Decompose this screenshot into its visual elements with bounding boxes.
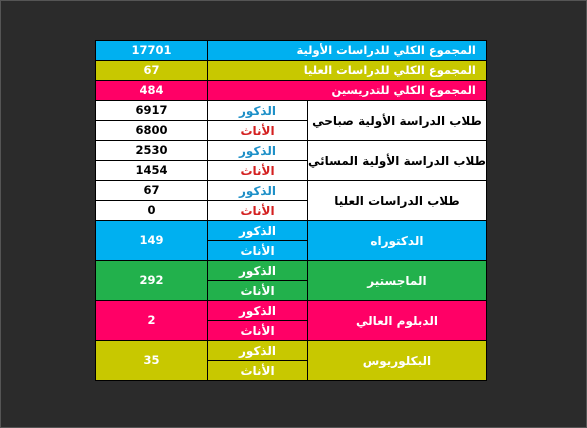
statistics-table	[95, 40, 487, 381]
male-label: الذكور	[208, 301, 308, 321]
morning-undergrad-female-value: 6800	[96, 121, 208, 141]
postgrad-label: طلاب الدراسات العليا	[308, 181, 487, 221]
male-label: الذكور	[208, 261, 308, 281]
male-label: الذكور	[208, 141, 308, 161]
evening-undergrad-male-row	[96, 141, 487, 161]
male-label: الذكور	[208, 221, 308, 241]
female-label: الأناث	[208, 361, 308, 381]
higher-diploma-label: الدبلوم العالي	[308, 301, 487, 341]
higher-diploma-value: 2	[96, 301, 208, 341]
total-postgraduate-row	[96, 61, 487, 81]
evening-undergrad-female-value: 1454	[96, 161, 208, 181]
doctorate-row	[96, 221, 487, 241]
total-undergraduate-value: 17701	[96, 41, 208, 61]
masters-label: الماجستير	[308, 261, 487, 301]
higher-diploma-row	[96, 301, 487, 321]
female-label: الأناث	[208, 121, 308, 141]
doctorate-value: 149	[96, 221, 208, 261]
male-label: الذكور	[208, 341, 308, 361]
female-label: الأناث	[208, 281, 308, 301]
male-label: الذكور	[208, 181, 308, 201]
postgrad-female-value: 0	[96, 201, 208, 221]
postgrad-male-row	[96, 181, 487, 201]
bachelor-row	[96, 341, 487, 361]
total-teaching-staff-row	[96, 81, 487, 101]
female-label: الأناث	[208, 241, 308, 261]
postgrad-male-value: 67	[96, 181, 208, 201]
total-teaching-staff-value: 484	[96, 81, 208, 101]
total-postgraduate-label: المجموع الكلي للدراسات العليا	[208, 61, 487, 81]
female-label: الأناث	[208, 161, 308, 181]
bachelor-value: 35	[96, 341, 208, 381]
masters-row	[96, 261, 487, 281]
female-label: الأناث	[208, 201, 308, 221]
total-undergraduate-label: المجموع الكلي للدراسات الأولية	[208, 41, 487, 61]
evening-undergrad-male-value: 2530	[96, 141, 208, 161]
total-undergraduate-row	[96, 41, 487, 61]
masters-value: 292	[96, 261, 208, 301]
evening-undergrad-label: طلاب الدراسة الأولية المسائي	[308, 141, 487, 181]
female-label: الأناث	[208, 321, 308, 341]
bachelor-label: البكلوريوس	[308, 341, 487, 381]
morning-undergrad-male-row	[96, 101, 487, 121]
total-postgraduate-value: 67	[96, 61, 208, 81]
male-label: الذكور	[208, 101, 308, 121]
morning-undergrad-male-value: 6917	[96, 101, 208, 121]
total-teaching-staff-label: المجموع الكلي للتدريسين	[208, 81, 487, 101]
morning-undergrad-label: طلاب الدراسة الأولية صباحي	[308, 101, 487, 141]
doctorate-label: الدكتوراه	[308, 221, 487, 261]
